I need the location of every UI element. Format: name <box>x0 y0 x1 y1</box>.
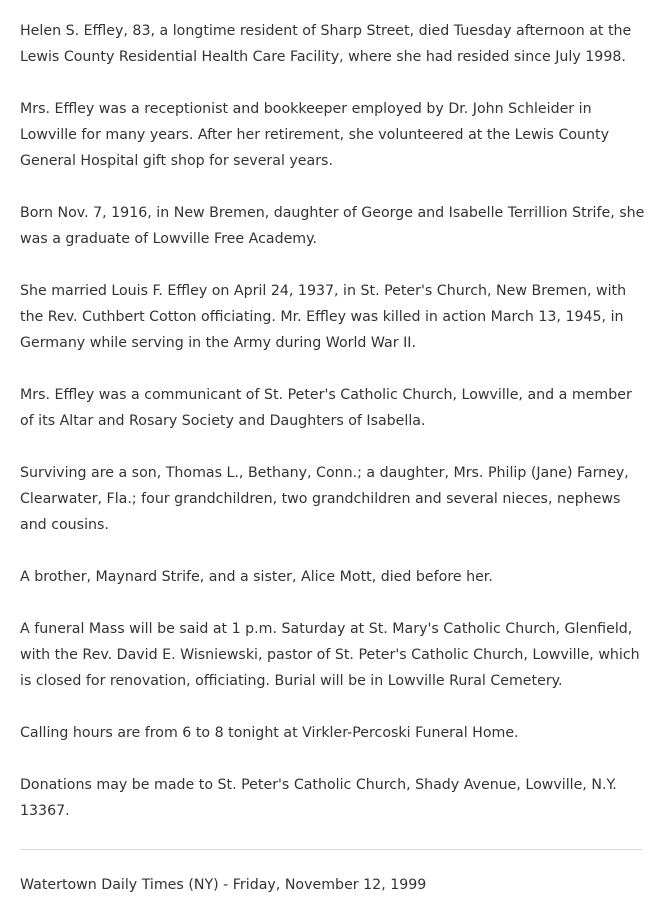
footer-divider <box>20 849 642 850</box>
obituary-article <box>20 18 645 850</box>
paragraph-birth: Born Nov. 7, 1916, in New Bremen, daughter of George and Isabelle Terrillion Strife, she was a graduate of Lowville Free Academy. <box>20 205 645 247</box>
paragraph-survivors: Surviving are a son, Thomas L., Bethany, Conn.; a daughter, Mrs. Philip (Jane) Farney, Clearwater, Fla.; four grandchildren, two grandchildren and several nieces, nephews and cousins. <box>20 465 629 533</box>
paragraph-predeceased: A brother, Maynard Strife, and a sister, Alice Mott, died before her. <box>20 569 493 585</box>
paragraph-funeral: A funeral Mass will be said at 1 p.m. Saturday at St. Mary's Catholic Church, Glenfield, with the Rev. David E. Wisniewski, pastor of St. Peter's Catholic Church, Lowville, which is closed for renovation, officiating. Burial will be in Lowville Rural Cemetery. <box>20 621 640 689</box>
paragraph-marriage: She married Louis F. Effley on April 24, 1937, in St. Peter's Church, New Bremen, with the Rev. Cuthbert Cotton officiating. Mr. Effley was killed in action March 13, 1945, in Germany while serving in the Army during World War II. <box>20 283 627 351</box>
paragraph-career: Mrs. Effley was a receptionist and bookkeeper employed by Dr. John Schleider in Lowville for many years. After her retirement, she volunteered at the Lewis County General Hospital gift shop for several years. <box>20 101 609 169</box>
paragraph-church: Mrs. Effley was a communicant of St. Peter's Catholic Church, Lowville, and a member of its Altar and Rosary Society and Daughters of Isabella. <box>20 387 632 429</box>
paragraph-death-notice: Helen S. Effley, 83, a longtime resident of Sharp Street, died Tuesday afternoon at the Lewis County Residential Health Care Facility, where she had resided since July 1998. <box>20 23 632 65</box>
paragraph-calling-hours: Calling hours are from 6 to 8 tonight at Virkler-Percoski Funeral Home. <box>20 725 519 741</box>
source-citation: Watertown Daily Times (NY) - Friday, November 12, 1999 <box>20 877 427 893</box>
paragraph-donations: Donations may be made to St. Peter's Catholic Church, Shady Avenue, Lowville, N.Y. 13367. <box>20 777 617 819</box>
